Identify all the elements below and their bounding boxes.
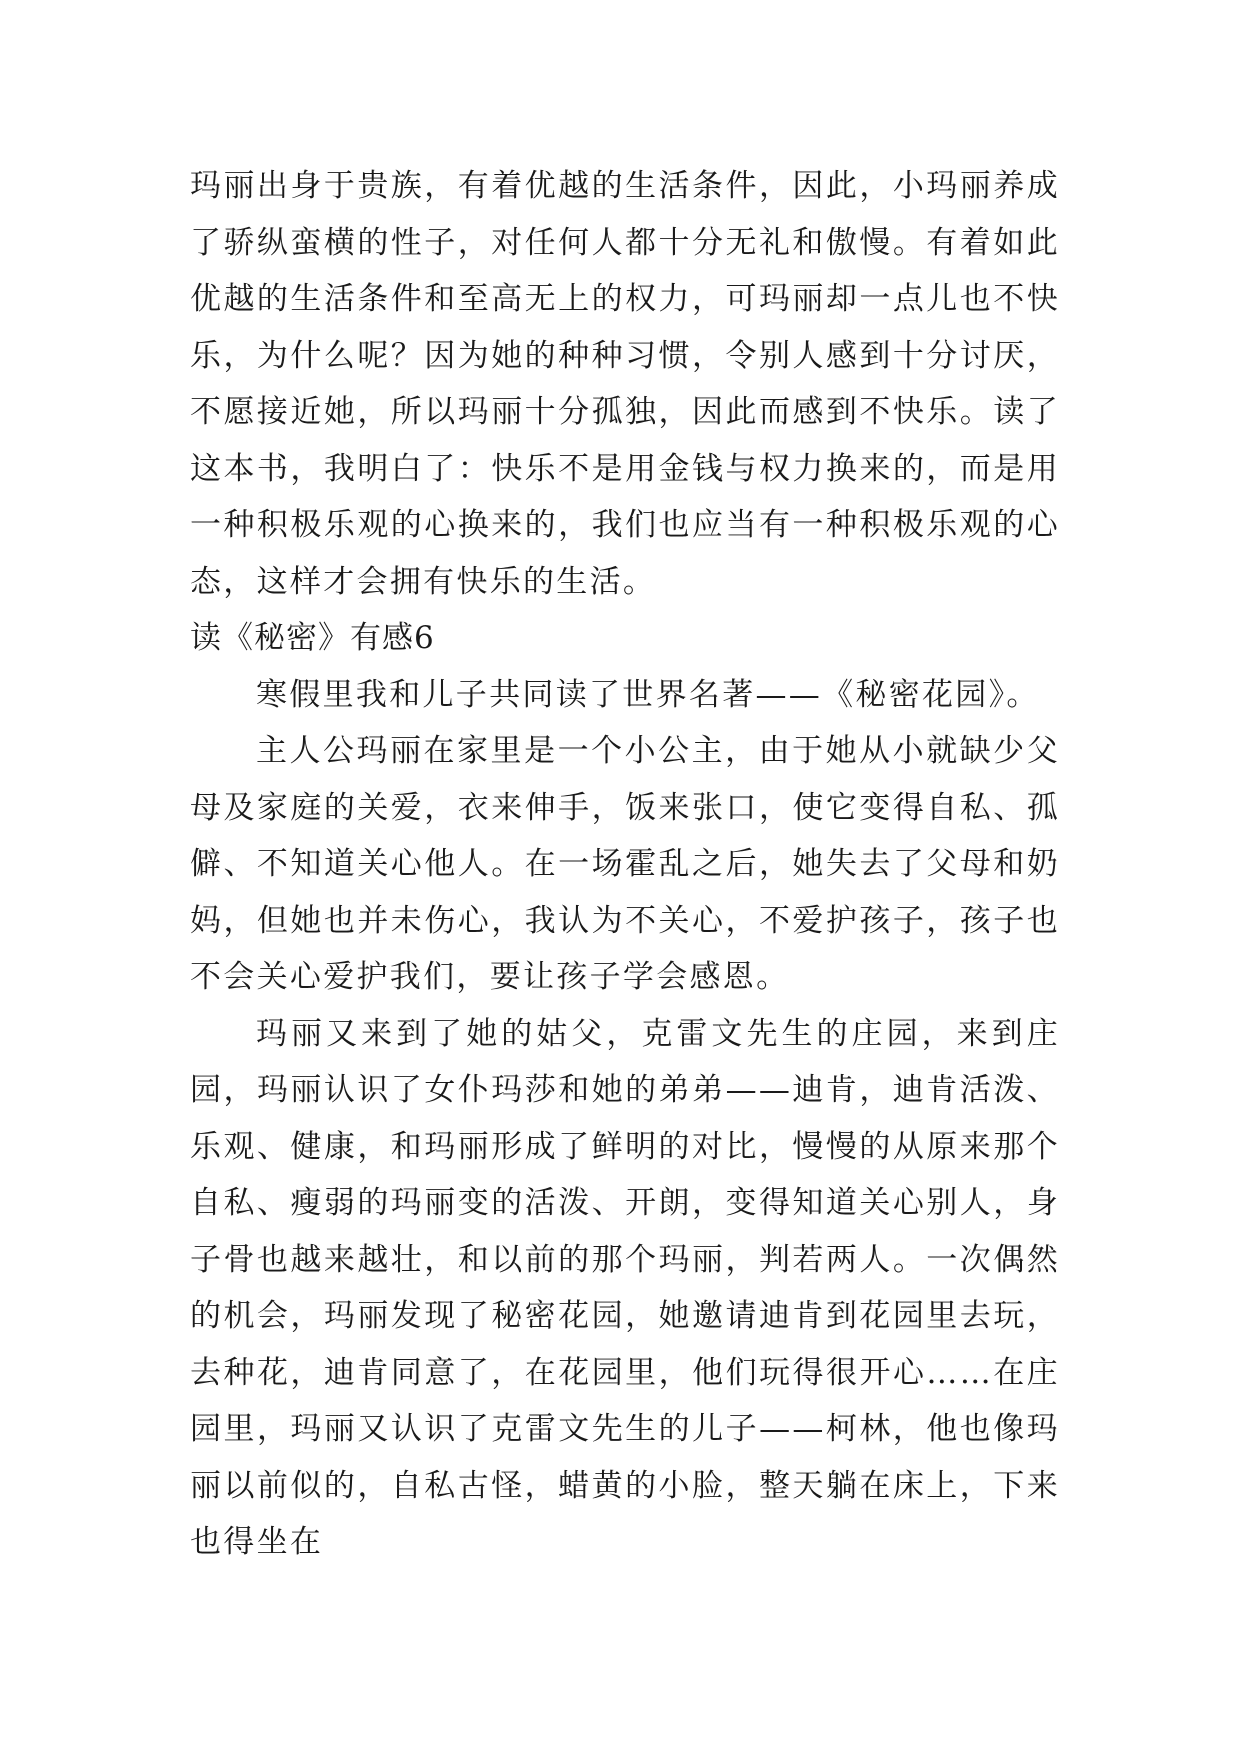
document-page bbox=[190, 158, 1060, 1571]
paragraph-intro: 寒假里我和儿子共同读了世界名著——《秘密花园》。 bbox=[256, 676, 1040, 713]
paragraph-protagonist: 主人公玛丽在家里是一个小公主，由于她从小就缺少父母及家庭的关爱，衣来伸手，饭来张口，使它变得自私、孤僻、不知道关心他人。在一场霍乱之后，她失去了父母和奶妈，但她也并未伤心，我认为不关心，不爱护孩子，孩子也不会关心爱护我们，要让孩子学会感恩。 bbox=[190, 733, 1060, 995]
paragraph-continued: 玛丽出身于贵族，有着优越的生活条件，因此，小玛丽养成了骄纵蛮横的性子，对任何人都十分无礼和傲慢。有着如此优越的生活条件和至高无上的权力，可玛丽却一点儿也不快乐，为什么呢？因为她的种种习惯，令别人感到十分讨厌，不愿接近她，所以玛丽十分孤独，因此而感到不快乐。读了这本书，我明白了：快乐不是用金钱与权力换来的，而是用一种积极乐观的心换来的，我们也应当有一种积极乐观的心态，这样才会拥有快乐的生活。 bbox=[190, 168, 1060, 600]
section-heading: 读《秘密》有感6 bbox=[190, 620, 435, 656]
paragraph-manor: 玛丽又来到了她的姑父，克雷文先生的庄园，来到庄园，玛丽认识了女仆玛莎和她的弟弟——迪肯，迪肯活泼、乐观、健康，和玛丽形成了鲜明的对比，慢慢的从原来那个自私、瘦弱的玛丽变的活泼、开朗，变得知道关心别人，身子骨也越来越壮，和以前的那个玛丽，判若两人。一次偶然的机会，玛丽发现了秘密花园，她邀请迪肯到花园里去玩，去种花，迪肯同意了，在花园里，他们玩得很开心……在庄园里，玛丽又认识了克雷文先生的儿子——柯林，他也像玛丽以前似的，自私古怪，蜡黄的小脸，整天躺在床上，下来也得坐在 bbox=[190, 1015, 1060, 1560]
